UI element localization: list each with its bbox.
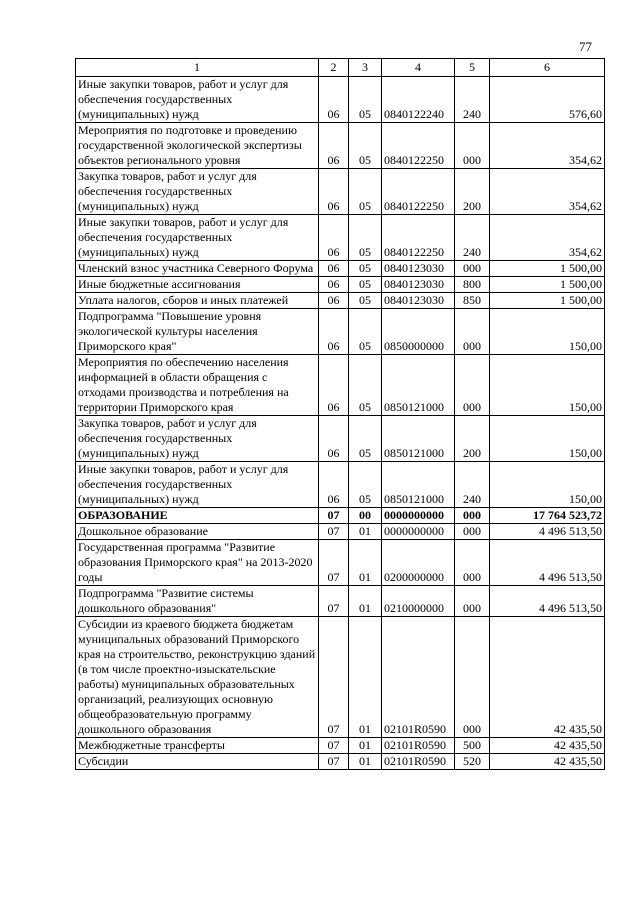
column-header: 2 xyxy=(319,59,349,77)
row-section-cell: 06 xyxy=(319,293,349,309)
row-subsection-cell: 05 xyxy=(349,309,382,355)
row-target-article-cell: 0200000000 xyxy=(382,540,455,586)
row-name-cell: Закупка товаров, работ и услуг для обеспечения государственных (муниципальных) нужд xyxy=(76,416,319,462)
row-target-article-cell: 0850121000 xyxy=(382,462,455,508)
row-section-cell: 06 xyxy=(319,261,349,277)
row-section-cell: 06 xyxy=(319,123,349,169)
row-name-cell: Межбюджетные трансферты xyxy=(76,738,319,754)
row-amount-cell: 1 500,00 xyxy=(490,261,605,277)
row-name-cell: Мероприятия по подготовке и проведению государственной экологической экспертизы объектов регионального уровня xyxy=(76,123,319,169)
row-name-cell: Подпрограмма "Повышение уровня экологической культуры населения Приморского края" xyxy=(76,309,319,355)
row-section-cell: 06 xyxy=(319,355,349,416)
row-target-article-cell: 0840122240 xyxy=(382,77,455,123)
row-section-cell: 07 xyxy=(319,540,349,586)
row-expense-type-cell: 000 xyxy=(455,355,490,416)
table-row xyxy=(76,293,605,309)
row-subsection-cell: 05 xyxy=(349,355,382,416)
row-subsection-cell: 05 xyxy=(349,462,382,508)
row-subsection-cell: 05 xyxy=(349,215,382,261)
row-expense-type-cell: 000 xyxy=(455,309,490,355)
row-amount-cell: 1 500,00 xyxy=(490,293,605,309)
row-target-article-cell: 0840122250 xyxy=(382,215,455,261)
table-row xyxy=(76,508,605,524)
row-subsection-cell: 01 xyxy=(349,586,382,617)
row-expense-type-cell: 240 xyxy=(455,462,490,508)
row-subsection-cell: 01 xyxy=(349,738,382,754)
row-name-cell: Мероприятия по обеспечению населения информацией в области обращения с отходами производства и потребления на территории Приморского края xyxy=(76,355,319,416)
row-subsection-cell: 01 xyxy=(349,524,382,540)
table-row xyxy=(76,617,605,738)
row-section-cell: 06 xyxy=(319,169,349,215)
row-section-cell: 07 xyxy=(319,586,349,617)
row-expense-type-cell: 200 xyxy=(455,416,490,462)
row-target-article-cell: 0000000000 xyxy=(382,508,455,524)
row-amount-cell: 150,00 xyxy=(490,462,605,508)
table-row xyxy=(76,169,605,215)
row-expense-type-cell: 000 xyxy=(455,261,490,277)
row-amount-cell: 576,60 xyxy=(490,77,605,123)
row-expense-type-cell: 850 xyxy=(455,293,490,309)
row-expense-type-cell: 240 xyxy=(455,77,490,123)
row-name-cell: Иные бюджетные ассигнования xyxy=(76,277,319,293)
row-subsection-cell: 00 xyxy=(349,508,382,524)
table-row xyxy=(76,215,605,261)
table-row xyxy=(76,540,605,586)
column-header: 1 xyxy=(76,59,319,77)
row-name-cell: Уплата налогов, сборов и иных платежей xyxy=(76,293,319,309)
table-row xyxy=(76,754,605,770)
column-header: 6 xyxy=(490,59,605,77)
row-amount-cell: 354,62 xyxy=(490,169,605,215)
table-row xyxy=(76,462,605,508)
row-amount-cell: 42 435,50 xyxy=(490,617,605,738)
row-expense-type-cell: 000 xyxy=(455,617,490,738)
table-row xyxy=(76,586,605,617)
row-target-article-cell: 0840123030 xyxy=(382,277,455,293)
row-section-cell: 06 xyxy=(319,277,349,293)
table-row xyxy=(76,277,605,293)
row-name-cell: Подпрограмма "Развитие системы дошкольного образования" xyxy=(76,586,319,617)
row-name-cell: Государственная программа "Развитие образования Приморского края" на 2013-2020 годы xyxy=(76,540,319,586)
row-target-article-cell: 0850000000 xyxy=(382,309,455,355)
row-amount-cell: 42 435,50 xyxy=(490,738,605,754)
page-number: 77 xyxy=(579,39,592,54)
row-target-article-cell: 02101R0590 xyxy=(382,754,455,770)
row-name-cell: Иные закупки товаров, работ и услуг для обеспечения государственных (муниципальных) нужд xyxy=(76,77,319,123)
row-subsection-cell: 01 xyxy=(349,754,382,770)
row-expense-type-cell: 000 xyxy=(455,123,490,169)
row-target-article-cell: 0210000000 xyxy=(382,586,455,617)
row-expense-type-cell: 800 xyxy=(455,277,490,293)
row-name-cell: Закупка товаров, работ и услуг для обеспечения государственных (муниципальных) нужд xyxy=(76,169,319,215)
row-name-cell: Субсидии xyxy=(76,754,319,770)
row-amount-cell: 42 435,50 xyxy=(490,754,605,770)
row-section-cell: 07 xyxy=(319,754,349,770)
row-section-cell: 06 xyxy=(319,309,349,355)
table-row xyxy=(76,123,605,169)
row-expense-type-cell: 500 xyxy=(455,738,490,754)
row-amount-cell: 150,00 xyxy=(490,309,605,355)
row-amount-cell: 150,00 xyxy=(490,355,605,416)
row-name-cell: Иные закупки товаров, работ и услуг для обеспечения государственных (муниципальных) нужд xyxy=(76,215,319,261)
row-amount-cell: 1 500,00 xyxy=(490,277,605,293)
row-expense-type-cell: 000 xyxy=(455,508,490,524)
column-header: 5 xyxy=(455,59,490,77)
row-subsection-cell: 05 xyxy=(349,261,382,277)
row-section-cell: 06 xyxy=(319,77,349,123)
row-amount-cell: 150,00 xyxy=(490,416,605,462)
table-row xyxy=(76,261,605,277)
row-target-article-cell: 0840122250 xyxy=(382,123,455,169)
row-name-cell: ОБРАЗОВАНИЕ xyxy=(76,508,319,524)
row-subsection-cell: 05 xyxy=(349,169,382,215)
row-subsection-cell: 05 xyxy=(349,123,382,169)
row-subsection-cell: 05 xyxy=(349,277,382,293)
row-subsection-cell: 05 xyxy=(349,77,382,123)
row-section-cell: 06 xyxy=(319,462,349,508)
row-amount-cell: 354,62 xyxy=(490,123,605,169)
row-expense-type-cell: 000 xyxy=(455,586,490,617)
row-amount-cell: 4 496 513,50 xyxy=(490,540,605,586)
row-target-article-cell: 0000000000 xyxy=(382,524,455,540)
row-amount-cell: 17 764 523,72 xyxy=(490,508,605,524)
row-amount-cell: 354,62 xyxy=(490,215,605,261)
row-target-article-cell: 0850121000 xyxy=(382,355,455,416)
table-row xyxy=(76,355,605,416)
row-name-cell: Иные закупки товаров, работ и услуг для обеспечения государственных (муниципальных) нужд xyxy=(76,462,319,508)
row-section-cell: 07 xyxy=(319,508,349,524)
table-header-row xyxy=(76,59,605,77)
row-name-cell: Субсидии из краевого бюджета бюджетам муниципальных образований Приморского края на строительство, реконструкцию зданий (в том числе проектно-изыскательские работы) муниципальных образовательных организаций, реализующих основную общеобразовательную программу дошкольного образования xyxy=(76,617,319,738)
table-row xyxy=(76,416,605,462)
row-target-article-cell: 02101R0590 xyxy=(382,617,455,738)
row-subsection-cell: 05 xyxy=(349,293,382,309)
row-expense-type-cell: 520 xyxy=(455,754,490,770)
row-amount-cell: 4 496 513,50 xyxy=(490,524,605,540)
table-row xyxy=(76,77,605,123)
row-expense-type-cell: 200 xyxy=(455,169,490,215)
row-subsection-cell: 01 xyxy=(349,617,382,738)
row-subsection-cell: 05 xyxy=(349,416,382,462)
row-amount-cell: 4 496 513,50 xyxy=(490,586,605,617)
row-name-cell: Дошкольное образование xyxy=(76,524,319,540)
row-name-cell: Членский взнос участника Северного Форума xyxy=(76,261,319,277)
table-row xyxy=(76,524,605,540)
row-expense-type-cell: 000 xyxy=(455,540,490,586)
column-header: 4 xyxy=(382,59,455,77)
row-target-article-cell: 0840123030 xyxy=(382,293,455,309)
row-section-cell: 07 xyxy=(319,524,349,540)
row-target-article-cell: 0850121000 xyxy=(382,416,455,462)
row-target-article-cell: 02101R0590 xyxy=(382,738,455,754)
row-expense-type-cell: 000 xyxy=(455,524,490,540)
budget-table xyxy=(75,58,605,770)
row-section-cell: 06 xyxy=(319,416,349,462)
row-section-cell: 06 xyxy=(319,215,349,261)
row-expense-type-cell: 240 xyxy=(455,215,490,261)
row-target-article-cell: 0840122250 xyxy=(382,169,455,215)
table-row xyxy=(76,309,605,355)
column-header: 3 xyxy=(349,59,382,77)
row-subsection-cell: 01 xyxy=(349,540,382,586)
row-section-cell: 07 xyxy=(319,617,349,738)
row-section-cell: 07 xyxy=(319,738,349,754)
row-target-article-cell: 0840123030 xyxy=(382,261,455,277)
table-row xyxy=(76,738,605,754)
